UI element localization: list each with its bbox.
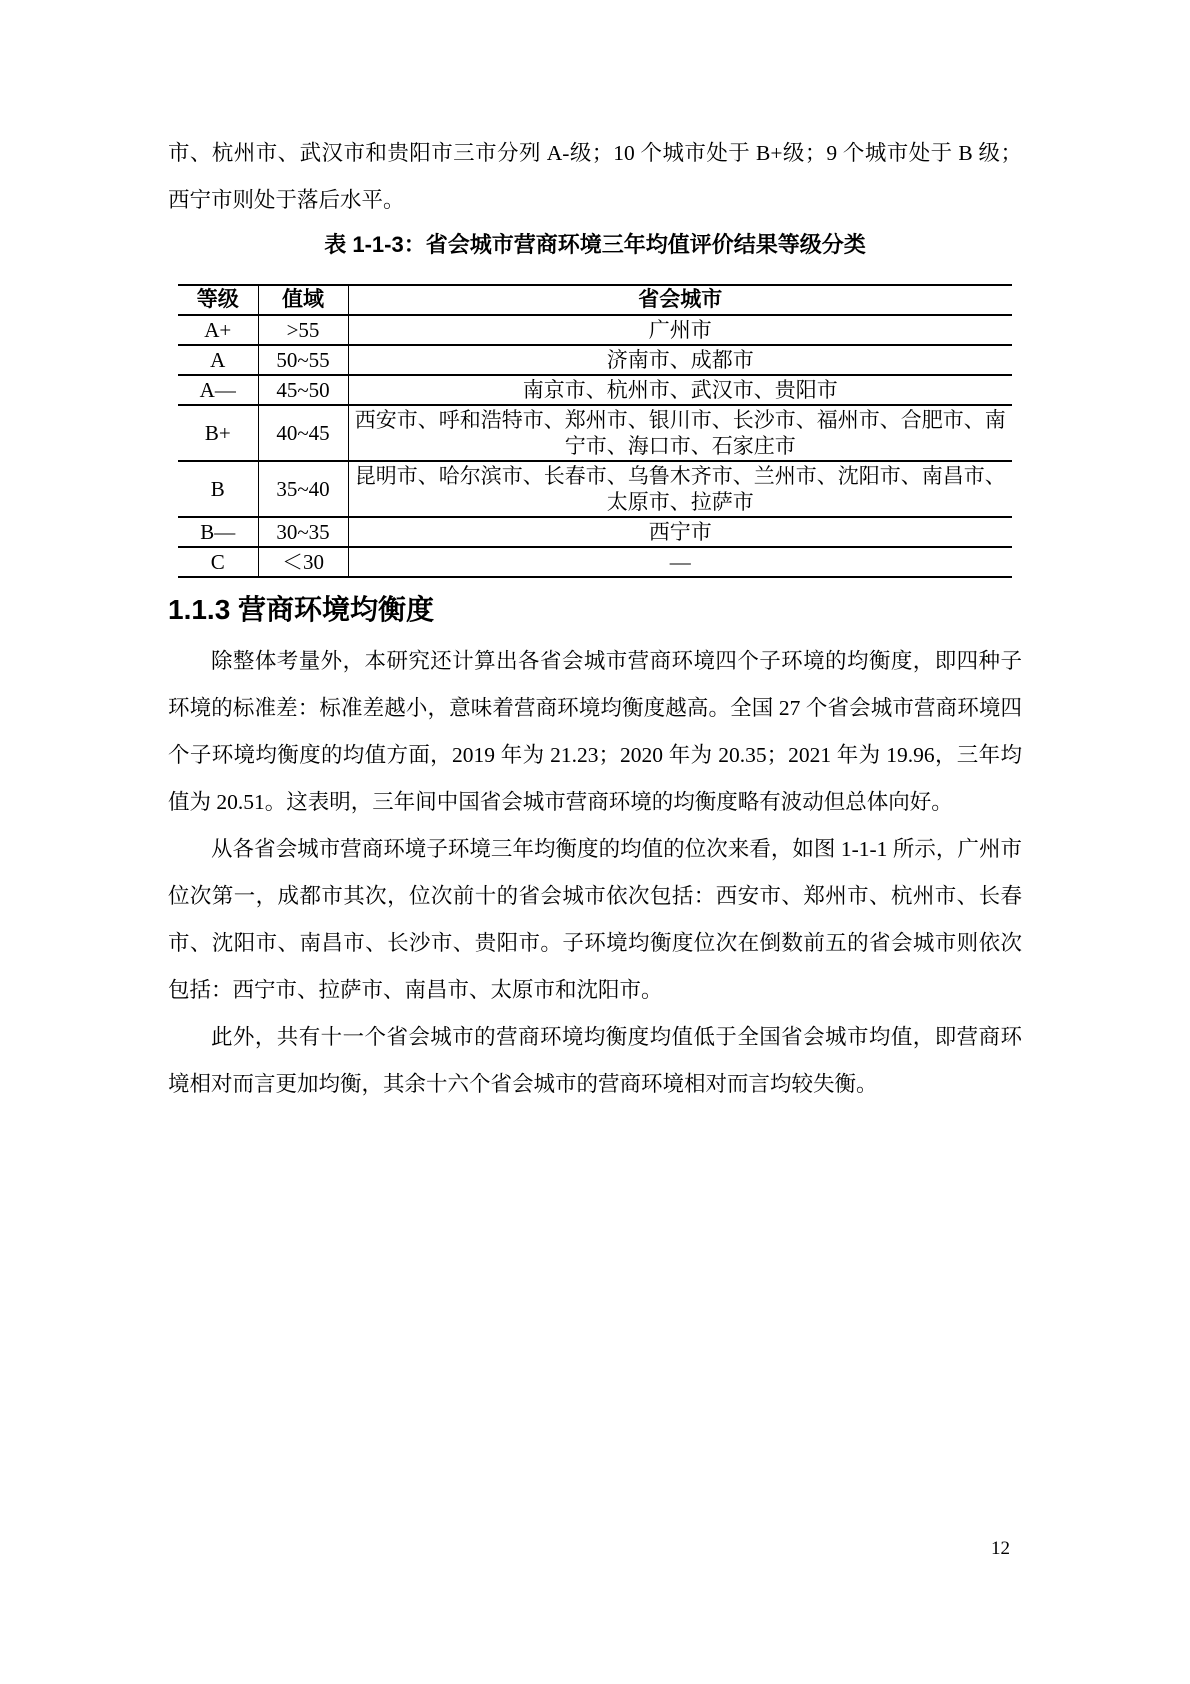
table-caption: 表 1-1-3：省会城市营商环境三年均值评价结果等级分类 <box>324 232 866 257</box>
section-paragraph: 从各省会城市营商环境子环境三年均衡度的均值的位次来看，如图 1-1-1 所示，广州市位次第一，成都市其次，位次前十的省会城市依次包括：西安市、郑州市、杭州市、长春市、沈阳市、南昌市、长沙市、贵阳市。子环境均衡度位次在倒数前五的省会城市则依次包括：西宁市、拉萨市、南昌市、太原市和沈阳市。 <box>168 837 1022 1002</box>
cities-cell: 西宁市 <box>348 517 1012 547</box>
table-row <box>178 547 1012 577</box>
section-heading: 1.1.3 营商环境均衡度 <box>168 594 435 625</box>
page-content <box>168 130 1022 1108</box>
grade-cell: B+ <box>178 405 258 461</box>
grade-cell: B— <box>178 517 258 547</box>
header-grade: 等级 <box>178 285 258 315</box>
header-cities: 省会城市 <box>348 285 1012 315</box>
cities-cell: 济南市、成都市 <box>348 345 1012 375</box>
range-cell: 50~55 <box>258 345 348 375</box>
cities-cell: 西安市、呼和浩特市、郑州市、银川市、长沙市、福州市、合肥市、南宁市、海口市、石家庄市 <box>348 405 1012 461</box>
grade-cell: A <box>178 345 258 375</box>
range-cell: 35~40 <box>258 461 348 517</box>
grade-cell: B <box>178 461 258 517</box>
table-row <box>178 461 1012 517</box>
section-paragraph: 此外，共有十一个省会城市的营商环境均衡度均值低于全国省会城市均值，即营商环境相对而言更加均衡，其余十六个省会城市的营商环境相对而言均较失衡。 <box>168 1025 1022 1096</box>
range-cell: 45~50 <box>258 375 348 405</box>
table-row <box>178 375 1012 405</box>
range-cell: 30~35 <box>258 517 348 547</box>
table-row <box>178 345 1012 375</box>
grade-classification-table <box>178 284 1012 578</box>
cities-cell: 南京市、杭州市、武汉市、贵阳市 <box>348 375 1012 405</box>
range-cell: 40~45 <box>258 405 348 461</box>
intro-paragraph: 市、杭州市、武汉市和贵阳市三市分列 A-级；10 个城市处于 B+级；9 个城市处于 B 级；西宁市则处于落后水平。 <box>168 141 1022 212</box>
table-row <box>178 405 1012 461</box>
header-range: 值域 <box>258 285 348 315</box>
page-number: 12 <box>991 1538 1010 1559</box>
range-cell: ＜30 <box>258 547 348 577</box>
table-header-row <box>178 285 1012 315</box>
table-row <box>178 517 1012 547</box>
grade-cell: C <box>178 547 258 577</box>
cities-cell: 昆明市、哈尔滨市、长春市、乌鲁木齐市、兰州市、沈阳市、南昌市、太原市、拉萨市 <box>348 461 1012 517</box>
cities-cell: — <box>348 547 1012 577</box>
table-row <box>178 315 1012 345</box>
range-cell: >55 <box>258 315 348 345</box>
grade-cell: A— <box>178 375 258 405</box>
grade-cell: A+ <box>178 315 258 345</box>
section-paragraph: 除整体考量外，本研究还计算出各省会城市营商环境四个子环境的均衡度，即四种子环境的标准差：标准差越小，意味着营商环境均衡度越高。全国 27 个省会城市营商环境四个子环境均衡度的均值方面，2019 年为 21.23；2020 年为 20.35；2021 年为 19.96，三年均值为 20.51。这表明，三年间中国省会城市营商环境的均衡度略有波动但总体向好。 <box>168 649 1022 814</box>
cities-cell: 广州市 <box>348 315 1012 345</box>
